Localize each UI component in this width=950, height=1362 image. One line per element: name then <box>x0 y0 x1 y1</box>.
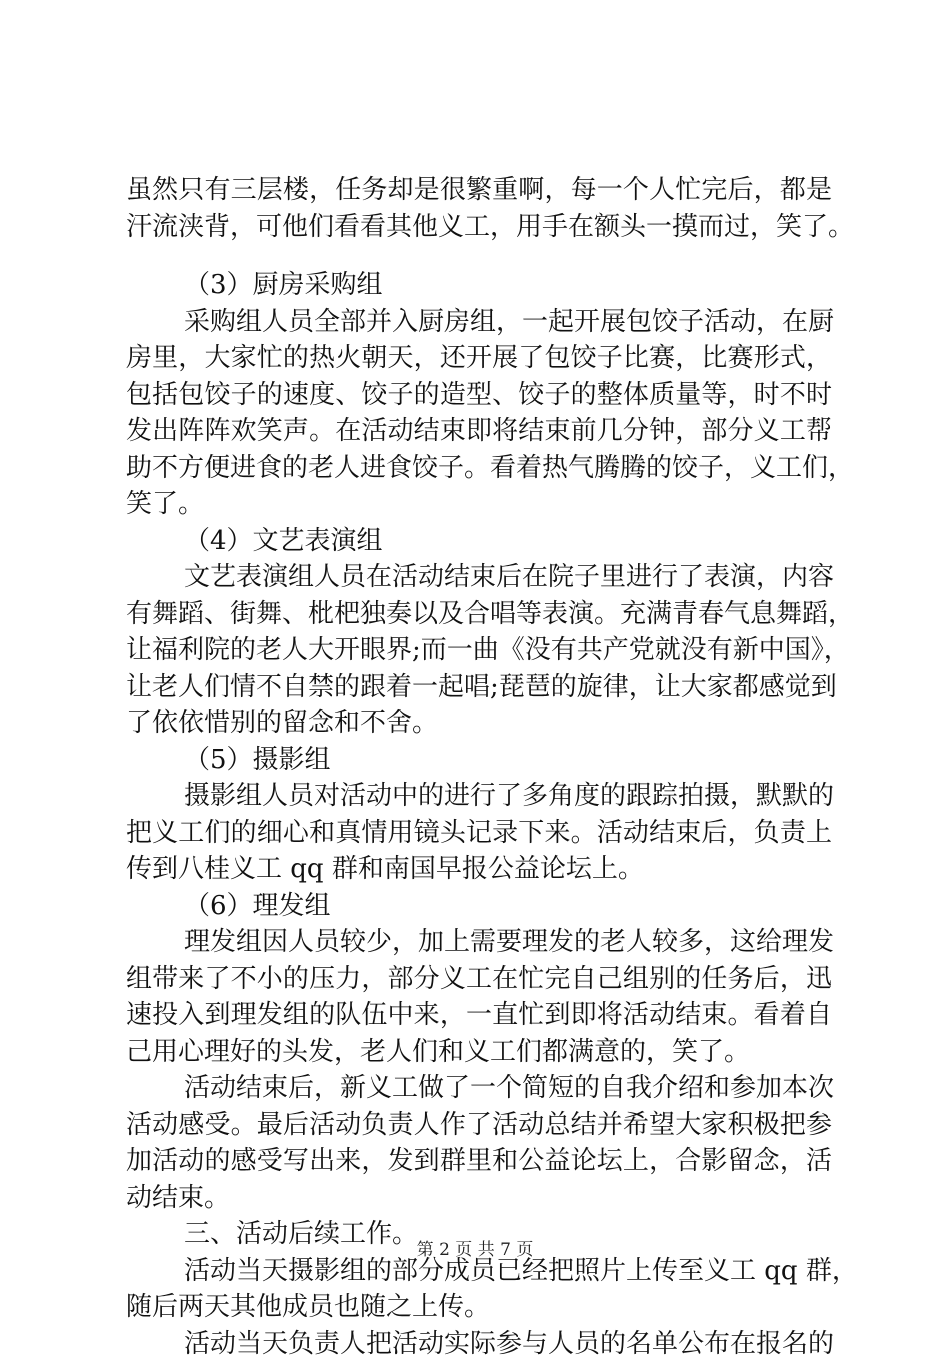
text-line: 把义工们的细心和真情用镜头记录下来。活动结束后，负责上 <box>126 815 832 852</box>
text-line: 活动当天摄影组的部分成员已经把照片上传至义工 qq 群， <box>126 1253 832 1290</box>
page-number-footer: 第 2 页 共 7 页 <box>0 1238 950 1262</box>
text-line: 采购组人员全部并入厨房组，一起开展包饺子活动，在厨 <box>126 304 832 341</box>
text-line: 随后两天其他成员也随之上传。 <box>126 1289 832 1326</box>
paragraph <box>126 559 832 742</box>
text-line: 组带来了不小的压力，部分义工在忙完自己组别的任务后，迅 <box>126 961 832 998</box>
text-line: 助不方便进食的老人进食饺子。看着热气腾腾的饺子，义工们， <box>126 450 832 487</box>
paragraph <box>126 1070 832 1216</box>
paragraph <box>126 172 832 245</box>
section-heading: （4）文艺表演组 <box>126 523 832 560</box>
text-line: 房里，大家忙的热火朝天，还开展了包饺子比赛，比赛形式， <box>126 340 832 377</box>
text-line: 虽然只有三层楼，任务却是很繁重啊，每一个人忙完后，都是 <box>126 172 832 209</box>
document-body <box>126 172 832 1362</box>
paragraph <box>126 924 832 1070</box>
text-line: 传到八桂义工 qq 群和南国早报公益论坛上。 <box>126 851 832 888</box>
text-line: 活动当天负责人把活动实际参与人员的名单公布在报名的 <box>126 1326 832 1362</box>
text-line: 加活动的感受写出来，发到群里和公益论坛上，合影留念，活 <box>126 1143 832 1180</box>
text-line: 活动结束后，新义工做了一个简短的自我介绍和参加本次 <box>126 1070 832 1107</box>
text-line: 速投入到理发组的队伍中来，一直忙到即将活动结束。看着自 <box>126 997 832 1034</box>
text-line: 汗流浃背，可他们看看其他义工，用手在额头一摸而过，笑了。 <box>126 209 832 246</box>
text-line: 己用心理好的头发，老人们和义工们都满意的，笑了。 <box>126 1034 832 1071</box>
text-line: 理发组因人员较少，加上需要理发的老人较多，这给理发 <box>126 924 832 961</box>
text-line: 笑了。 <box>126 486 832 523</box>
text-line: 让老人们情不自禁的跟着一起唱;琵琶的旋律，让大家都感觉到 <box>126 669 832 706</box>
paragraph <box>126 1253 832 1326</box>
text-line: 摄影组人员对活动中的进行了多角度的跟踪拍摄，默默的 <box>126 778 832 815</box>
section-heading: （6）理发组 <box>126 888 832 925</box>
text-line: 了依依惜别的留念和不舍。 <box>126 705 832 742</box>
text-line: 包括包饺子的速度、饺子的造型、饺子的整体质量等，时不时 <box>126 377 832 414</box>
paragraph <box>126 304 832 523</box>
paragraph <box>126 778 832 888</box>
text-line: 让福利院的老人大开眼界;而一曲《没有共产党就没有新中国》， <box>126 632 832 669</box>
section-heading: 三、活动后续工作。 <box>126 1216 832 1253</box>
text-line: 动结束。 <box>126 1180 832 1217</box>
section-heading: （3）厨房采购组 <box>126 267 832 304</box>
text-line: 有舞蹈、街舞、枇杷独奏以及合唱等表演。充满青春气息舞蹈， <box>126 596 832 633</box>
text-line: 活动感受。最后活动负责人作了活动总结并希望大家积极把参 <box>126 1107 832 1144</box>
text-line: 文艺表演组人员在活动结束后在院子里进行了表演，内容 <box>126 559 832 596</box>
paragraph-gap <box>126 245 832 267</box>
text-line: 发出阵阵欢笑声。在活动结束即将结束前几分钟，部分义工帮 <box>126 413 832 450</box>
section-heading: （5）摄影组 <box>126 742 832 779</box>
